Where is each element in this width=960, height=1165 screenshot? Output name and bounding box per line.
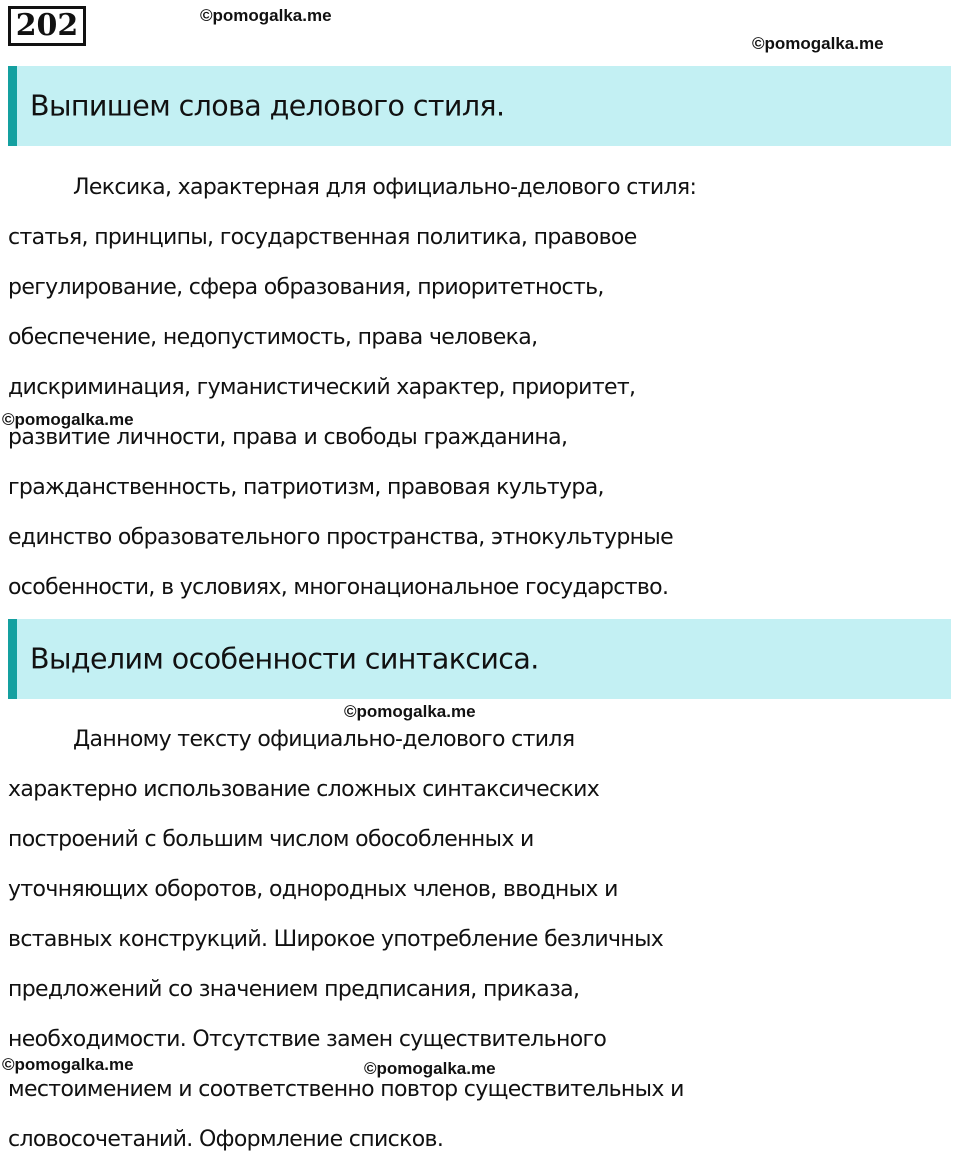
paragraph-line: статья, принципы, государственная политика, правовое <box>8 225 637 250</box>
paragraph-line: развитие личности, права и свободы гражданина, <box>8 425 568 450</box>
paragraph-line: обеспечение, недопустимость, права человека, <box>8 325 538 350</box>
paragraph-line: регулирование, сфера образования, приоритетность, <box>8 275 604 300</box>
paragraph-line: особенности, в условиях, многонациональное государство. <box>8 575 669 600</box>
paragraph-line: уточняющих оборотов, однородных членов, вводных и <box>8 877 618 902</box>
paragraph-line: характерно использование сложных синтаксических <box>8 777 600 802</box>
paragraph-line: вставных конструкций. Широкое употребление безличных <box>8 927 664 952</box>
paragraph-line: единство образовательного пространства, этнокультурные <box>8 525 674 550</box>
section-header-vocabulary <box>8 66 951 146</box>
watermark: ©pomogalka.me <box>2 410 134 429</box>
paragraph-line: дискриминация, гуманистический характер, приоритет, <box>8 375 636 400</box>
paragraph-syntax <box>8 715 960 1165</box>
paragraph-line: Лексика, характерная для официально-делового стиля: <box>73 175 697 200</box>
paragraph-line: местоимением и соответственно повтор существительных и <box>8 1077 684 1102</box>
watermark: ©pomogalka.me <box>2 1055 134 1074</box>
paragraph-line: словосочетаний. Оформление списков. <box>8 1127 444 1152</box>
paragraph-line: предложений со значением предписания, приказа, <box>8 977 580 1002</box>
section-header-title: Выделим особенности синтаксиса. <box>30 642 539 676</box>
paragraph-line: Данному тексту официально-делового стиля <box>73 727 575 752</box>
task-number: 202 <box>8 6 86 46</box>
watermark: ©pomogalka.me <box>752 34 884 53</box>
watermark: ©pomogalka.me <box>200 6 332 25</box>
paragraph-line: гражданственность, патриотизм, правовая культура, <box>8 475 604 500</box>
paragraph-line: построений с большим числом обособленных и <box>8 827 534 852</box>
paragraph-vocabulary <box>8 163 960 613</box>
section-header-title: Выпишем слова делового стиля. <box>30 89 505 123</box>
section-header-syntax <box>8 619 951 699</box>
watermark: ©pomogalka.me <box>344 702 476 721</box>
watermark: ©pomogalka.me <box>364 1059 496 1078</box>
paragraph-line: необходимости. Отсутствие замен существительного <box>8 1027 607 1052</box>
